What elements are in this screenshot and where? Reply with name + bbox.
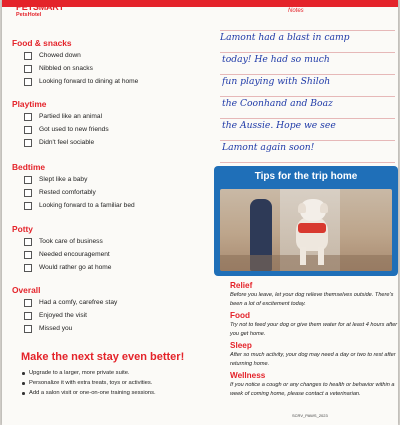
tip-food: [230, 311, 398, 338]
item-label: Slept like a baby: [39, 176, 88, 183]
checklist-item[interactable]: [12, 63, 207, 74]
dog-photo: [220, 189, 392, 271]
dog-harness: [298, 223, 326, 233]
checkbox[interactable]: [24, 113, 32, 121]
item-label: Enjoyed the visit: [39, 312, 88, 319]
tip-heading: Food: [230, 311, 251, 320]
tip-sleep: [230, 341, 398, 368]
footer-code: SCRV_PAWS_2023: [292, 413, 328, 418]
cta-item: Upgrade to a larger, more private suite.: [21, 368, 156, 378]
item-label: Had a comfy, carefree stay: [39, 299, 118, 306]
checklist-item[interactable]: [12, 50, 207, 61]
checkbox[interactable]: [24, 299, 32, 307]
brand-name: PETSMART: [16, 2, 64, 12]
checkbox[interactable]: [24, 251, 32, 259]
checklist-item[interactable]: [12, 137, 207, 148]
item-label: Partied like an animal: [39, 113, 103, 120]
section-potty: [12, 224, 207, 273]
dog-ear: [320, 203, 328, 213]
checklist-item[interactable]: [12, 262, 207, 273]
checklist-item[interactable]: [12, 297, 207, 308]
petsmart-logo: [16, 3, 64, 19]
checklist-item[interactable]: [12, 310, 207, 321]
notes-label: Notes: [288, 8, 304, 14]
item-label: Missed you: [39, 325, 73, 332]
tip-body: After so much activity, your dog may need a day or two to rest after returning home.: [230, 352, 396, 367]
checkbox[interactable]: [24, 325, 32, 333]
cta-title: Make the next stay even better!: [21, 351, 185, 363]
checklist-item[interactable]: [12, 323, 207, 334]
item-label: Didn't feel sociable: [39, 139, 95, 146]
section-overall: [12, 285, 207, 334]
item-label: Chowed down: [39, 52, 81, 59]
item-label: Needed encouragement: [39, 251, 110, 258]
tip-heading: Wellness: [230, 371, 266, 380]
handwritten-note: [222, 27, 398, 159]
checkbox[interactable]: [24, 189, 32, 197]
dog-head: [300, 199, 326, 221]
section-title: Playtime: [12, 99, 47, 109]
checkbox[interactable]: [24, 238, 32, 246]
tip-heading: Relief: [230, 281, 253, 290]
item-label: Got used to new friends: [39, 126, 109, 133]
checklist-item[interactable]: [12, 200, 207, 211]
tip-body: Try not to feed your dog or give them water for at least 4 hours after you get home.: [230, 322, 398, 337]
dog-ear: [298, 203, 306, 213]
item-label: Looking forward to a familiar bed: [39, 202, 135, 209]
section-title: Bedtime: [12, 162, 46, 172]
tip-wellness: [230, 371, 398, 398]
note-line: fun playing with Shiloh: [222, 76, 331, 87]
brand-sub: PetsHotel: [16, 12, 42, 18]
section-playtime: [12, 99, 207, 148]
checklist-item[interactable]: [12, 174, 207, 185]
checklist-item[interactable]: [12, 236, 207, 247]
checkbox[interactable]: [24, 126, 32, 134]
checklist-item[interactable]: [12, 187, 207, 198]
tip-heading: Sleep: [230, 341, 252, 350]
tip-relief: [230, 281, 398, 308]
checkbox[interactable]: [24, 52, 32, 60]
note-line: the Coonhand and Boaz: [222, 98, 333, 109]
cta-item: Add a salon visit or one-on-one training sessions.: [21, 388, 156, 398]
section-title: Overall: [12, 285, 41, 295]
section-food: [12, 38, 207, 87]
item-label: Looking forward to dining at home: [39, 78, 139, 85]
note-line: Lamont had a blast in camp: [220, 32, 350, 43]
note-line: Lamont again soon!: [222, 142, 315, 153]
checkbox[interactable]: [24, 202, 32, 210]
checkbox[interactable]: [24, 65, 32, 73]
section-title: Potty: [12, 224, 33, 234]
item-label: Nibbled on snacks: [39, 65, 93, 72]
tips-card: [214, 166, 398, 276]
cta-item: Personalize it with extra treats, toys or activities.: [21, 378, 156, 388]
checklist-item[interactable]: [12, 249, 207, 260]
checklist-item[interactable]: [12, 124, 207, 135]
item-label: Rested comfortably: [39, 189, 96, 196]
item-label: Took care of business: [39, 238, 103, 245]
cta-list: [21, 368, 156, 398]
checklist-item[interactable]: [12, 76, 207, 87]
tip-body: Before you leave, let your dog relieve themselves outside. There's been a lot of excitement today.: [230, 292, 394, 307]
note-line: the Aussie. Hope we see: [222, 120, 336, 131]
tips-title: Tips for the trip home: [254, 171, 358, 182]
checkbox[interactable]: [24, 78, 32, 86]
report-card-page: [2, 0, 398, 425]
item-label: Would rather go at home: [39, 264, 112, 271]
section-title: Food & snacks: [12, 38, 72, 48]
checkbox[interactable]: [24, 176, 32, 184]
note-line: today! He had so much: [222, 54, 330, 65]
rule-line: [220, 162, 395, 163]
checkbox[interactable]: [24, 139, 32, 147]
checkbox[interactable]: [24, 312, 32, 320]
tip-body: If you notice a cough or any changes to health or behavior within a week of coming home, please contact a veterinarian.: [230, 382, 395, 397]
checkbox[interactable]: [24, 264, 32, 272]
checklist-item[interactable]: [12, 111, 207, 122]
section-bedtime: [12, 162, 207, 211]
dog-legs: [300, 247, 324, 265]
